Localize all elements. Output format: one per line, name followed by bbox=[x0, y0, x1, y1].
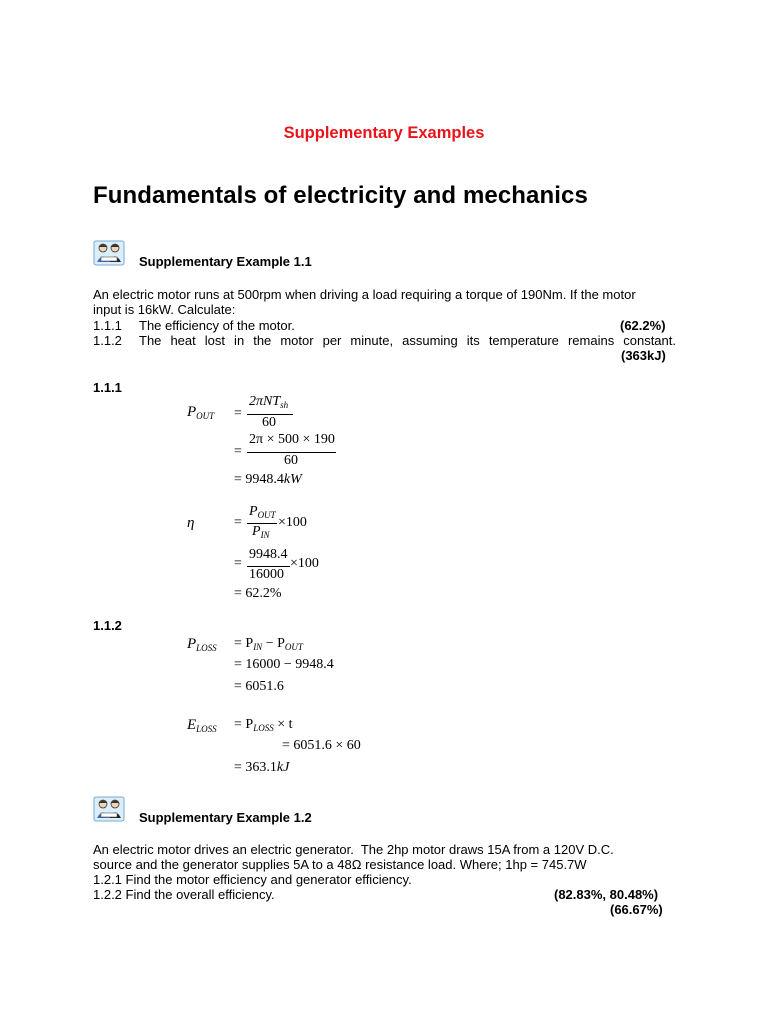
ploss-symbol: $P_{LOSS}$ bbox=[187, 636, 217, 653]
equation-result: = 6051.6 bbox=[234, 679, 284, 694]
multiplier: ×100 bbox=[278, 515, 307, 530]
equals-sign: = bbox=[234, 556, 242, 571]
fraction-denominator: 60 bbox=[284, 453, 298, 468]
equation-result: = 363.1kJ bbox=[234, 760, 290, 775]
example-1-2-heading: Supplementary Example 1.2 bbox=[139, 810, 312, 825]
equals-sign: = bbox=[234, 406, 242, 421]
fraction-denominator: $P_{IN}$ bbox=[252, 524, 270, 540]
fraction-denominator: 60 bbox=[262, 415, 276, 430]
example-1-2-line1: An electric motor drives an electric generator. The 2hp motor draws 15A from a 120V D.C. bbox=[93, 842, 614, 857]
example-1-1-intro-line2: input is 16kW. Calculate: bbox=[93, 302, 236, 317]
equation-result: = 9948.4kW bbox=[234, 472, 302, 487]
equals-sign: = bbox=[234, 515, 242, 530]
solution-label: 1.1.1 bbox=[93, 380, 122, 395]
equation-result: = 62.2% bbox=[234, 586, 282, 601]
eta-symbol: η bbox=[187, 515, 195, 531]
example-1-1-heading: Supplementary Example 1.1 bbox=[139, 254, 312, 269]
fraction-numerator: 2π × 500 × 190 bbox=[249, 432, 335, 447]
multiplier: ×100 bbox=[290, 556, 319, 571]
example-1-2-line3: 1.2.1 Find the motor efficiency and generator efficiency. bbox=[93, 872, 412, 887]
question-text: The efficiency of the motor. bbox=[139, 318, 295, 333]
equation-line: = $P_{IN} - P_{OUT}$ bbox=[234, 636, 303, 652]
pout-symbol: $P_{OUT}$ bbox=[187, 404, 215, 421]
question-text: The heat lost in the motor per minute, assuming its temperature remains constant. bbox=[139, 333, 676, 348]
fraction-numerator: $P_{OUT}$ bbox=[249, 504, 276, 520]
answer-text: (66.67%) bbox=[610, 902, 663, 917]
example-1-2-line2: source and the generator supplies 5A to a 48Ω resistance load. Where; 1hp = 745.7W bbox=[93, 857, 587, 872]
people-studying-icon bbox=[93, 796, 125, 827]
fraction-numerator: 9948.4 bbox=[249, 547, 288, 562]
example-1-2-line4: 1.2.2 Find the overall efficiency. bbox=[93, 887, 275, 902]
answer-text: (363kJ) bbox=[621, 348, 666, 363]
page-title: Fundamentals of electricity and mechanics bbox=[93, 182, 588, 209]
equals-sign: = bbox=[234, 444, 242, 459]
equation-line: = $P_{LOSS} \times t$ bbox=[234, 717, 293, 733]
equation-line: = 16000 − 9948.4 bbox=[234, 657, 334, 672]
people-studying-icon bbox=[93, 240, 125, 271]
question-number: 1.1.1 bbox=[93, 318, 122, 333]
answer-text: (82.83%, 80.48%) bbox=[554, 887, 659, 902]
example-1-1-intro-line1: An electric motor runs at 500rpm when driving a load requiring a torque of 190Nm. If the motor bbox=[93, 287, 636, 302]
answer-text: (62.2%) bbox=[620, 318, 666, 333]
eloss-symbol: $E_{LOSS}$ bbox=[187, 717, 217, 734]
supplementary-label: Supplementary Examples bbox=[283, 124, 485, 142]
question-number: 1.1.2 bbox=[93, 333, 122, 348]
solution-label: 1.1.2 bbox=[93, 618, 122, 633]
fraction-denominator: 16000 bbox=[249, 567, 284, 582]
equation-line: = 6051.6 × 60 bbox=[282, 738, 361, 753]
fraction-numerator: 2πNT$_{sh}$ bbox=[249, 394, 289, 410]
